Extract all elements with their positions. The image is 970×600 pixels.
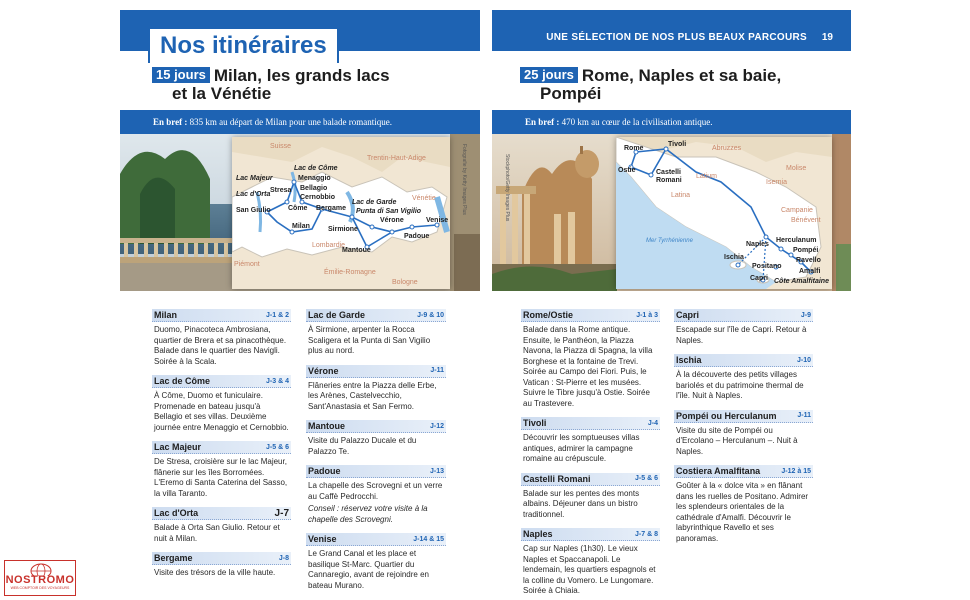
map-place-latina: Latina [671, 192, 691, 199]
stop-description: Cap sur Naples (1h30). Le vieux Naples et Spaccanapoli. Le lendemain, les quartiers espagnols et la colline du Vomero. Le Lungomare. Soirée à Chiaia. [523, 544, 656, 595]
stop-description: Duomo, Pinacoteca Ambrosiana, quartier de Brera et sa pinacothèque. Balade dans le quartier des Navigli. Soirée à la Scala. [154, 325, 287, 366]
map-place-lac-garde: Lac de Garde [352, 199, 397, 206]
stop-name: Ischia [676, 355, 702, 365]
stop-description: Découvrir les somptueuses villas antiques, admirer la campagne romaine au crépuscule. [523, 433, 640, 463]
map-place-herculanum: Herculanum [776, 237, 817, 244]
stops-column-1 [152, 309, 291, 587]
stop-days: J-11 [797, 412, 811, 419]
photo-strip [120, 134, 480, 291]
stop-description: Le Grand Canal et les place et basilique St-Marc. Quartier du Cannaregio, avant de rejoindre en bateau Murano. [308, 549, 429, 590]
map-region-lombardie: Lombardie [312, 242, 346, 249]
stop-padoue [306, 465, 446, 525]
stop-name: Bergame [154, 553, 193, 563]
stop-header [152, 507, 291, 520]
right-page [485, 0, 970, 600]
logo-word: NOSTROMO [5, 574, 75, 586]
itinerary-title [520, 67, 781, 103]
stop-lac-de-come [152, 375, 291, 433]
brief-bar [120, 110, 480, 134]
map-region-molise: Molise [786, 165, 807, 172]
map-place-pompei: Pompéi [793, 247, 819, 254]
map-place-lac-majeur: Lac Majeur [236, 175, 273, 182]
stop-description: Flâneries entre la Piazza delle Erbe, les Arènes, Castelvecchio, Sant'Anastasia et San Fermo. [308, 380, 437, 411]
stop-days: J-1 & 2 [266, 311, 289, 319]
stop-name: Tivoli [523, 418, 547, 428]
stop-description: Goûter à la « dolce vita » en flânant dans les ruelles de Positano. Admirer les splendeurs orientales de la cathédrale d'Amalfi. Découvrir le labyrinthique Ravello et ses panoramas. [676, 481, 809, 543]
stop-castelli-romani [521, 473, 660, 521]
itinerary-title-line1: Milan, les grands lacs [213, 66, 390, 85]
stop-days: J-5 & 6 [266, 443, 289, 451]
stop-pompei-herculanum [674, 410, 813, 458]
stop-lac-majeur [152, 441, 291, 499]
stop-milan [152, 309, 291, 367]
stop-days: J-10 [796, 356, 811, 364]
brief-text: 470 km au cœur de la civilisation antique. [561, 117, 713, 127]
stop-name: Naples [523, 529, 553, 539]
stop-header [152, 552, 291, 565]
stop-days: J-12 [429, 422, 444, 430]
stop-header [521, 473, 660, 486]
stop-venise [306, 533, 446, 591]
map-region-suisse: Suisse [270, 143, 292, 150]
days-badge: 25 jours [520, 67, 578, 83]
stop-name: Lac de Garde [308, 310, 366, 320]
map-region-emilie: Émilie-Romagne [324, 269, 376, 276]
stop-header [152, 375, 291, 388]
photo-strip [492, 134, 851, 291]
stop-days: J-9 & 10 [417, 311, 444, 319]
map-place-bergame: Bergame [316, 205, 346, 212]
stop-header [306, 309, 446, 322]
stop-days: J-13 [429, 467, 444, 475]
map-place-come: Côme [288, 205, 308, 212]
stop-days: J-14 & 15 [413, 535, 444, 543]
map-place-milan: Milan [292, 223, 310, 230]
stop-header [674, 354, 813, 367]
stop-tip: Conseil : réservez votre visite à la chapelle des Scrovegni. [308, 504, 428, 524]
stop-header [521, 528, 660, 541]
logo-subtitle: WEB COMPTOIR DES VOYAGEURS [10, 586, 70, 590]
stops-column-1 [521, 309, 660, 600]
stop-days: J-1 à 3 [636, 311, 658, 319]
stops-column-2 [306, 309, 446, 599]
stop-days: J-5 & 6 [635, 475, 658, 482]
stop-description: Escapade sur l'île de Capri. Retour à Naples. [676, 325, 807, 345]
map-place-ravello: Ravello [796, 257, 821, 264]
stop-lac-de-garde [306, 309, 446, 357]
map-place-sirmione: Sirmione [328, 226, 358, 233]
stop-header [674, 410, 813, 423]
map-place-lac-come: Lac de Côme [294, 165, 338, 172]
map-region-trentin: Trentin-Haut-Adige [367, 155, 426, 162]
stop-name: Milan [154, 310, 178, 320]
stops-column-2 [674, 309, 813, 552]
stop-name: Rome/Ostie [523, 310, 574, 320]
stop-description: Balade dans la Rome antique. Ensuite, le Panthéon, la Piazza Navona, la Piazza di Spagna, la villa Borghese et la fontaine de Trevi. Soirée au Campo dei Fiori. Puis, le Vatican : St-Pierre et les musées. Suivre le Tibre jusqu'à Ostie. Soirée au Trastevere. [523, 325, 653, 408]
stop-days: J-7 [274, 507, 289, 519]
stop-header [521, 309, 660, 322]
stop-header [521, 417, 660, 430]
stop-header [152, 441, 291, 454]
days-badge: 15 jours [152, 67, 210, 83]
stop-rome-ostie [521, 309, 660, 409]
itinerary-title [152, 67, 390, 103]
map-place-verone: Vérone [380, 217, 404, 224]
stop-description: Visite du Palazzo Ducale et du Palazzo Te. [308, 436, 417, 456]
stop-days: J-12 à 15 [781, 467, 811, 475]
page-number: 19 [821, 32, 833, 43]
stop-name: Costiera Amalfitana [676, 466, 761, 476]
running-header: UNE SÉLECTION DE NOS PLUS BEAUX PARCOURS [546, 32, 807, 43]
stop-description: Balade à Orta San Giulio. Retour et nuit à Milan. [154, 523, 280, 543]
stop-header [152, 309, 291, 322]
map-region-abruzzes: Abruzzes [712, 145, 742, 152]
map-place-naples: Naples [746, 241, 769, 248]
stop-header [674, 309, 813, 322]
map-place-benevent: Bénévent [791, 217, 821, 224]
section-title: Nos itinéraires [148, 27, 339, 63]
stop-header [306, 465, 446, 478]
map-place-castelli-romani: Castelli Romani [656, 169, 682, 184]
stop-name: Venise [308, 534, 337, 544]
stop-mantoue [306, 420, 446, 457]
stop-name: Castelli Romani [523, 473, 591, 484]
itinerary-title-line2: et la Vénétie [172, 84, 272, 103]
stop-name: Lac d'Orta [154, 508, 199, 518]
map-place-capri: Capri [750, 275, 768, 282]
header-band [492, 10, 851, 51]
map-place-san-vigilio: Punta di San Vigilio [356, 208, 422, 215]
brief-text: 835 km au départ de Milan pour une balade romantique. [189, 117, 393, 127]
map-place-lac-orta: Lac d'Orta [236, 191, 271, 198]
stop-naples [521, 528, 660, 597]
stop-name: Padoue [308, 466, 341, 476]
map-place-cernobbio: Cernobbio [300, 194, 335, 201]
map-place-bologne: Bologne [392, 279, 418, 286]
stop-header [674, 465, 813, 478]
stop-description: Balade sur les pentes des monts albains. Déjeuner dans un bistro traditionnel. [523, 488, 640, 519]
stop-days: J-9 [800, 311, 811, 319]
stop-name: Pompéi ou Herculanum [676, 410, 777, 421]
map-region-campanie: Campanie [781, 207, 813, 214]
stop-name: Lac Majeur [154, 442, 202, 452]
map-place-tivoli: Tivoli [668, 141, 687, 148]
map-place-san-giulio: San Giulio [236, 207, 271, 214]
stop-name: Lac de Côme [154, 376, 211, 386]
stop-header [306, 533, 446, 546]
stop-description: À la découverte des petits villages bariolés et du patrimoine thermal de l'île. Nuit à Naples. [676, 370, 804, 400]
map-place-cote-amalfitaine: Côte Amalfitaine [774, 278, 829, 285]
stop-description: Visite du site de Pompéi ou d'Ercolano – Herculanum –. Nuit à Naples. [676, 425, 798, 456]
route-map [616, 137, 832, 289]
stop-lac-d-orta [152, 507, 291, 544]
stop-name: Capri [676, 310, 700, 320]
stop-days: J-8 [278, 554, 289, 562]
stop-description: De Stresa, croisière sur le lac Majeur, flânerie sur les îles Borromées. L'Eremo di Santa Caterina del Sasso, la villa Taranto. [154, 457, 288, 498]
stop-costiera-amalfitana [674, 465, 813, 544]
map-region-latium: Latium [696, 173, 718, 180]
map-place-bellagio: Bellagio [300, 185, 328, 192]
map-place-venise: Venise [426, 217, 449, 224]
globe-icon [29, 562, 53, 576]
map-place-isernia: Isernia [766, 179, 788, 186]
photo-credit: Fotografie by Ketty Images Plus [461, 144, 467, 215]
brief-label: En bref : [525, 117, 560, 127]
map-place-ostie: Ostie [618, 167, 636, 174]
stop-description: À Sirmione, arpenter la Rocca Scaligera et la Punta di San Vigilio plus au nord. [308, 325, 431, 355]
map-region-venetie: Vénétie [412, 195, 436, 202]
map-place-amalfi: Amalfi [799, 268, 821, 275]
stop-name: Mantoue [308, 421, 345, 431]
stop-ischia [674, 354, 813, 402]
stop-days: J-3 & 4 [266, 377, 289, 385]
map-place-menaggio: Menaggio [298, 175, 331, 182]
nostromo-logo [4, 560, 76, 596]
map-place-positano: Positano [752, 263, 782, 270]
stop-days: J-4 [647, 419, 658, 427]
stop-days: J-7 & 8 [635, 530, 658, 538]
map-place-padoue: Padoue [404, 233, 430, 240]
map-region-piemont: Piémont [234, 261, 260, 268]
route-map [232, 137, 450, 289]
stop-days: J-11 [430, 367, 444, 374]
map-place-ischia: Ischia [724, 254, 744, 261]
stop-bergame [152, 552, 291, 579]
stop-capri [674, 309, 813, 346]
stop-description: À Côme, Duomo et funiculaire. Promenade en bateau jusqu'à Bellagio et ses villas. Deuxième journée entre Menaggio et Cernobbio. [154, 391, 289, 432]
stop-verone [306, 365, 446, 413]
photo-credit: Stockphoto/Getty Images Plus [504, 154, 510, 222]
stop-header [306, 420, 446, 433]
map-place-rome: Rome [624, 145, 644, 152]
stop-tivoli [521, 417, 660, 465]
itinerary-title-line2: Pompéi [540, 84, 602, 103]
map-place-stresa: Stresa [270, 187, 292, 194]
map-place-mantoue: Mantoue [342, 247, 371, 254]
map-sea-label: Mer Tyrrhénienne [646, 238, 693, 244]
brief-bar [492, 110, 851, 134]
stop-description: Visite des trésors de la ville haute. [154, 568, 276, 577]
stop-name: Vérone [308, 365, 339, 376]
itinerary-title-line1: Rome, Naples et sa baie, [581, 66, 782, 85]
brief-label: En bref : [153, 117, 188, 127]
stop-header [306, 365, 446, 378]
stop-description: La chapelle des Scrovegni et un verre au Caffè Pedrocchi. [308, 481, 443, 501]
